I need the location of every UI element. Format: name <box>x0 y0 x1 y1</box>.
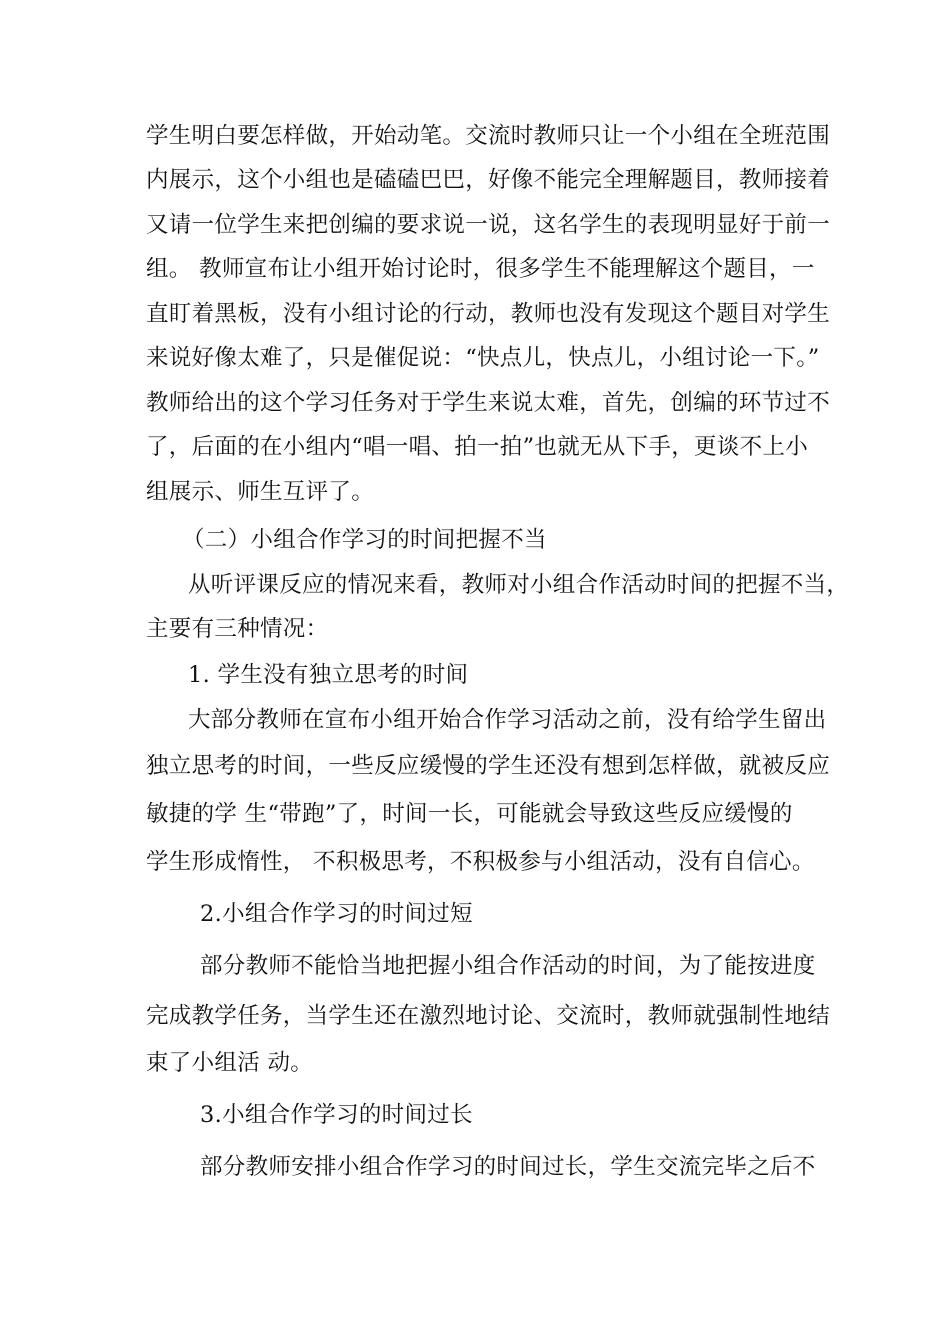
subsection-heading: 2.小组合作学习的时间过短 <box>200 901 473 927</box>
paragraph-line: 教师给出的这个学习任务对于学生来说太难，首先，创编的环节过不 <box>146 390 831 416</box>
paragraph-line: 部分教师安排小组合作学习的时间过长，学生交流完毕之后不 <box>200 1154 816 1180</box>
paragraph-line: 又请一位学生来把创编的要求说一说，这名学生的表现明显好于前一 <box>146 212 831 238</box>
paragraph-line: 组展示、师生互评了。 <box>146 479 375 505</box>
paragraph-line: 完成教学任务，当学生还在激烈地讨论、交流时，教师就强制性地结 <box>146 1003 831 1029</box>
paragraph-line: 主要有三种情况： <box>146 616 329 642</box>
paragraph-line: 组。 教师宣布让小组开始讨论时，很多学生不能理解这个题目，一 <box>146 256 815 282</box>
paragraph-line: 学生形成惰性， 不积极思考，不积极参与小组活动，没有自信心。 <box>146 849 815 875</box>
paragraph-line: 了，后面的在小组内“唱一唱、拍一拍”也就无从下手，更谈不上小 <box>146 434 809 460</box>
paragraph-line: 束了小组活 动。 <box>146 1050 314 1076</box>
paragraph-line: 从听评课反应的情况来看，教师对小组合作活动时间的把握不当， <box>188 572 850 598</box>
paragraph-line: 学生明白要怎样做，开始动笔。交流时教师只让一个小组在全班范围 <box>146 123 831 149</box>
paragraph-line: 敏捷的学 生“带跑”了，时间一长，可能就会导致这些反应缓慢的 <box>146 801 793 827</box>
section-heading: （二）小组合作学习的时间把握不当 <box>182 527 547 553</box>
paragraph-line: 来说好像太难了，只是催促说：“快点儿，快点儿，小组讨论一下。” <box>146 345 820 371</box>
paragraph-line: 大部分教师在宣布小组开始合作学习活动之前，没有给学生留出 <box>188 707 827 733</box>
paragraph-line: 独立思考的时间，一些反应缓慢的学生还没有想到怎样做，就被反应 <box>146 753 831 779</box>
paragraph-line: 部分教师不能恰当地把握小组合作活动的时间，为了能按进度 <box>200 953 816 979</box>
subsection-heading: 1. 学生没有独立思考的时间 <box>188 662 469 688</box>
paragraph-line: 内展示，这个小组也是磕磕巴巴，好像不能完全理解题目，教师接着 <box>146 167 831 193</box>
subsection-heading: 3.小组合作学习的时间过长 <box>200 1102 473 1128</box>
paragraph-line: 直盯着黑板，没有小组讨论的行动，教师也没有发现这个题目对学生 <box>146 301 831 327</box>
